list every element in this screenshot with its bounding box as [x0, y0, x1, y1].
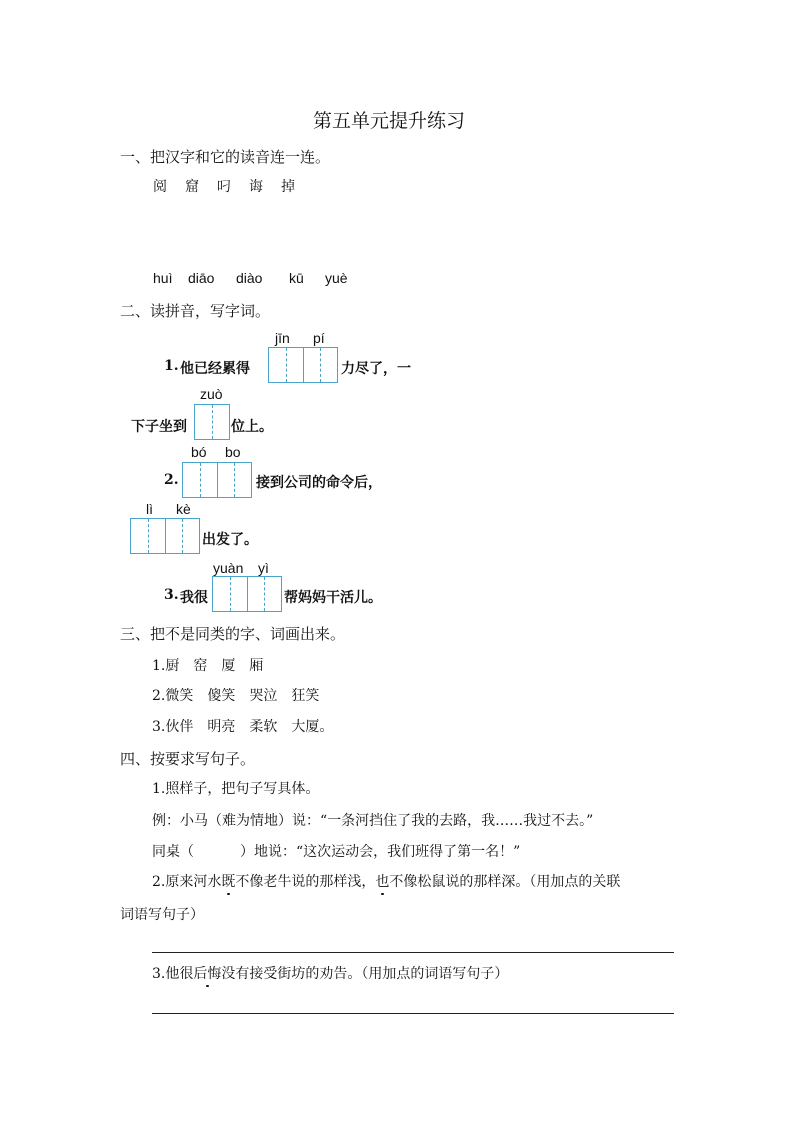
s4-q3-answer-line[interactable] — [152, 1013, 674, 1014]
q1-box-2[interactable] — [303, 348, 338, 382]
s3-item-1[interactable]: 1.厨 窑 厦 厢 — [152, 658, 264, 674]
q1-answer-box-3[interactable] — [194, 404, 230, 440]
q2-answer-boxes[interactable] — [182, 462, 252, 498]
s4-q1-instruction: 1.照样子，把句子写具体。 — [152, 781, 320, 797]
char-3: 叼 — [217, 179, 231, 195]
s4-example: 例：小马（难为情地）说：“一条河挡住了我的去路，我……我过不去。” — [152, 813, 594, 829]
q1-number: 1. — [164, 358, 179, 374]
q1-pinyin-3: zuò — [200, 386, 223, 402]
q2-pinyin-1: bó — [191, 444, 207, 460]
q1-line2-before: 下子坐到 — [131, 419, 187, 435]
q2-text-after: 接到公司的命令后， — [256, 475, 382, 491]
q2-box-4[interactable] — [165, 519, 200, 553]
s4-q2-part-2: 不像老牛说的那样浅， — [235, 874, 376, 890]
s4-q2-tail: 词语写句子） — [120, 907, 204, 923]
s4-deskmate-b: ）地说：“这次运动会，我们班得了第一名！” — [240, 844, 521, 860]
q3-number: 3. — [164, 587, 179, 603]
q3-pinyin-2: yì — [258, 560, 269, 576]
q1-text-before: 他已经累得 — [180, 361, 250, 377]
s3-item-3[interactable]: 3.伙伴 明亮 柔软 大厦。 — [152, 719, 334, 735]
s4-q2-part-3: 不像松鼠说的那样深。（用加点的关联 — [389, 874, 621, 890]
s4-q3-part-1: 3.他很 — [152, 966, 194, 982]
section-2-heading: 二、读拼音，写字词。 — [120, 302, 271, 320]
s4-q2-part-1: 2.原来河水 — [152, 874, 222, 890]
section-3-heading: 三、把不是同类的字、词画出来。 — [120, 625, 346, 643]
q2-box-3[interactable] — [131, 519, 165, 553]
q2-box-1[interactable] — [183, 463, 217, 497]
q1-answer-boxes[interactable] — [268, 347, 338, 383]
q2-pinyin-2: bo — [225, 444, 241, 460]
char-1: 阅 — [153, 179, 167, 195]
char-4: 诲 — [249, 179, 263, 195]
s3-item-2[interactable]: 2.微笑 傻笑 哭泣 狂笑 — [152, 688, 320, 704]
char-5: 掉 — [281, 179, 295, 195]
q3-text-after: 帮妈妈干活儿。 — [284, 590, 382, 606]
q1-pinyin-1: jīn — [275, 330, 290, 346]
q3-box-2[interactable] — [247, 577, 282, 611]
q3-pinyin-1: yuàn — [213, 560, 244, 576]
pinyin-1: huì — [153, 270, 173, 286]
s4-q3-dotted: 后悔 — [193, 966, 222, 982]
q2-pinyin-4: kè — [176, 501, 191, 517]
char-2: 窟 — [185, 179, 199, 195]
s4-q2-answer-line[interactable] — [152, 952, 674, 953]
pinyin-4: kū — [289, 270, 304, 286]
s4-q2-dotted-1: 既 — [221, 874, 236, 890]
q3-text-before: 我很 — [180, 590, 208, 606]
q1-box-3[interactable] — [195, 405, 229, 439]
s4-q3-part-2: 没有接受街坊的劝告。（用加点的词语写句子） — [221, 966, 509, 982]
q1-text-after: 力尽了，一 — [341, 361, 411, 377]
s4-deskmate-a: 同桌（ — [152, 844, 194, 860]
q2-number: 2. — [164, 472, 179, 488]
s4-q3 — [152, 963, 508, 983]
q2-pinyin-3: lì — [146, 501, 153, 517]
section-4-heading: 四、按要求写句子。 — [120, 750, 256, 768]
s4-q2-dotted-2: 也 — [375, 874, 390, 890]
q2-line2-after: 出发了。 — [202, 532, 258, 548]
q1-box-1[interactable] — [269, 348, 303, 382]
pinyin-3: diào — [236, 270, 263, 286]
page-title: 第五单元提升练习 — [313, 110, 466, 132]
pinyin-2: diāo — [188, 270, 215, 286]
section-1-heading: 一、把汉字和它的读音连一连。 — [120, 148, 331, 166]
q3-answer-boxes[interactable] — [212, 576, 282, 612]
q1-pinyin-2: pí — [313, 330, 325, 346]
q2-box-2[interactable] — [217, 463, 252, 497]
q1-line2-after: 位上。 — [231, 419, 273, 435]
s4-q2 — [152, 871, 620, 891]
q3-box-1[interactable] — [213, 577, 247, 611]
q2-answer-boxes-2[interactable] — [130, 518, 200, 554]
pinyin-5: yuè — [325, 270, 348, 286]
